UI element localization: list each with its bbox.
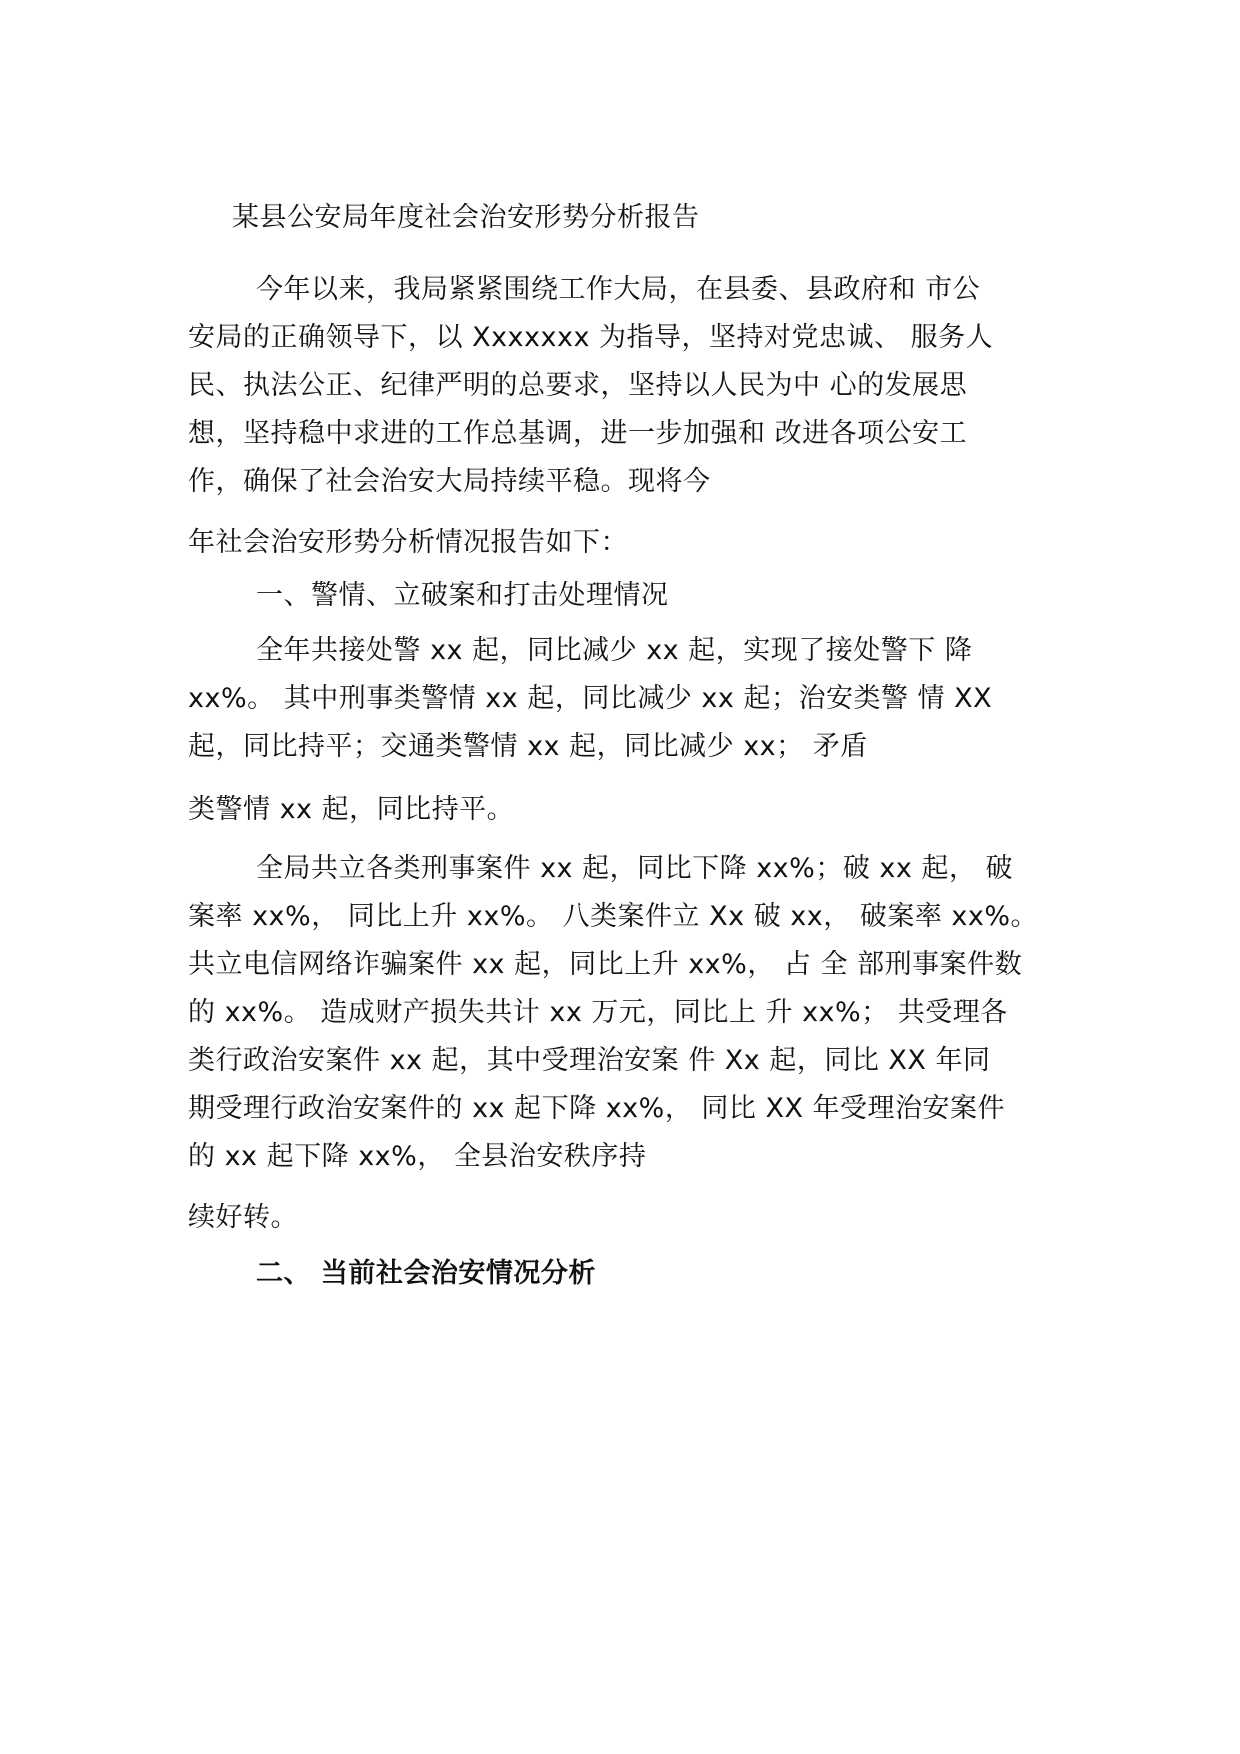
- section-1-heading: 一、警情、立破案和打击处理情况: [256, 580, 669, 611]
- para-1-line-2: xx%。 其中刑事类警情 xx 起，同比减少 xx 起；治安类警 情 XX: [188, 683, 993, 714]
- para-2-line-4: 的 xx%。 造成财产损失共计 xx 万元，同比上 升 xx%； 共受理各: [188, 997, 1008, 1028]
- intro-line-5: 作，确保了社会治安大局持续平稳。现将今: [188, 466, 711, 497]
- para-2-line-1: 全局共立各类刑事案件 xx 起，同比下降 xx%；破 xx 起， 破: [256, 853, 1014, 884]
- intro-line-1: 今年以来，我局紧紧围绕工作大局，在县委、县政府和 市公: [256, 274, 981, 305]
- intro-line-3: 民、执法公正、纪律严明的总要求，坚持以人民为中 心的发展思: [188, 370, 968, 401]
- para-2-line-2: 案率 xx%， 同比上升 xx%。 八类案件立 Xx 破 xx， 破案率 xx%。: [188, 901, 1039, 932]
- document-title: 某县公安局年度社会治安形势分析报告: [232, 202, 700, 233]
- para-2-line-3: 共立电信网络诈骗案件 xx 起，同比上升 xx%， 占 全 部刑事案件数: [188, 949, 1023, 980]
- para-2-line-5: 类行政治安案件 xx 起，其中受理治安案 件 Xx 起，同比 XX 年同: [188, 1045, 991, 1076]
- intro-line-2: 安局的正确领导下，以 Xxxxxxx 为指导，坚持对党忠诚、 服务人: [188, 322, 994, 353]
- para-2-line-7: 的 xx 起下降 xx%， 全县治安秩序持: [188, 1141, 647, 1172]
- intro-line-4: 想，坚持稳中求进的工作总基调，进一步加强和 改进各项公安工: [188, 418, 968, 449]
- para-2-line-6: 期受理行政治安案件的 xx 起下降 xx%， 同比 XX 年受理治安案件: [188, 1093, 1006, 1124]
- para-2-line-8: 续好转。: [188, 1202, 298, 1233]
- intro-line-6: 年社会治安形势分析情况报告如下：: [188, 527, 628, 558]
- section-2-heading: 二、 当前社会治安情况分析: [256, 1258, 596, 1289]
- para-1-line-1: 全年共接处警 xx 起，同比减少 xx 起，实现了接处警下 降: [256, 635, 973, 666]
- para-1-line-4: 类警情 xx 起，同比持平。: [188, 794, 515, 825]
- para-1-line-3: 起，同比持平；交通类警情 xx 起，同比减少 xx； 矛盾: [188, 731, 868, 762]
